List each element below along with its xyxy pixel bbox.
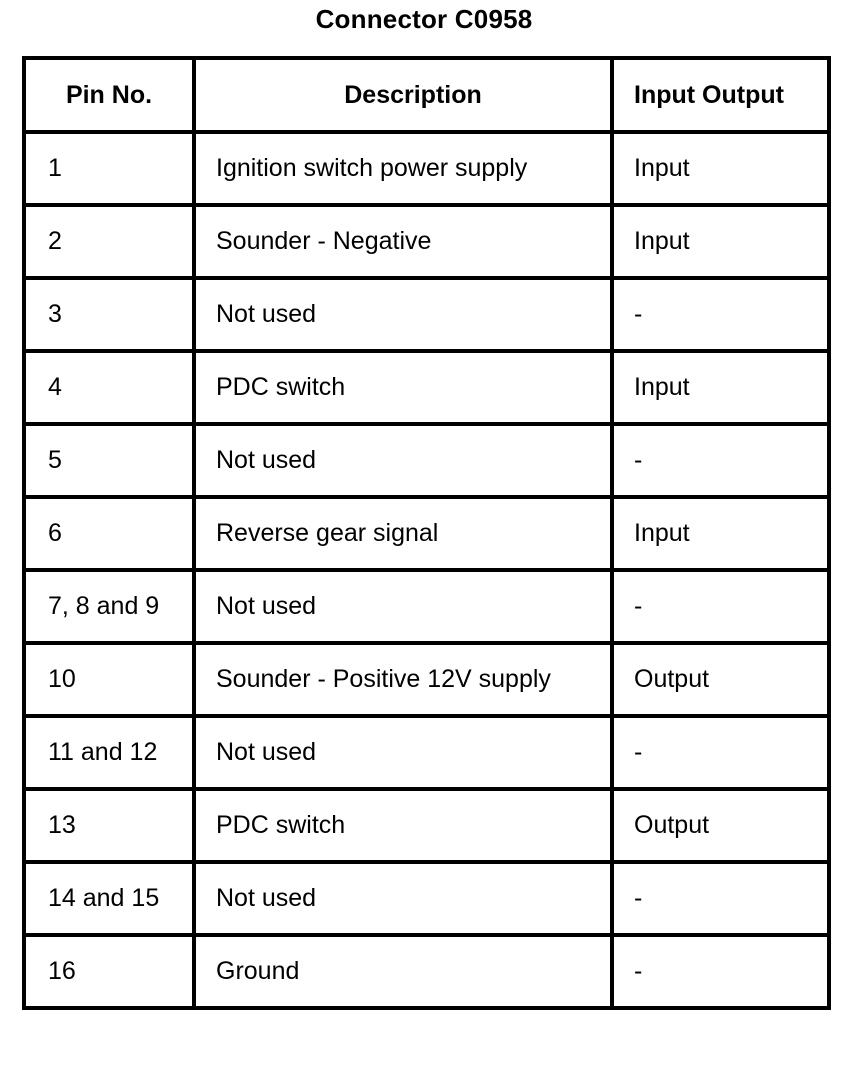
table-body [24,132,829,1008]
table-row [24,716,829,789]
table-row [24,789,829,862]
table-row [24,497,829,570]
table-row [24,643,829,716]
header-input-output: Input Output [612,58,829,132]
header-pin-no: Pin No. [24,58,194,132]
pin-number-cell: 1 [24,132,194,205]
table-row [24,862,829,935]
table-row [24,935,829,1008]
page-title: Connector C0958 [315,4,533,34]
pin-number-cell: 2 [24,205,194,278]
description-cell: Not used [194,424,612,497]
pin-number-cell: 11 and 12 [24,716,194,789]
input-output-cell: - [612,424,829,497]
input-output-cell: - [612,278,829,351]
table-row [24,278,829,351]
input-output-cell: Input [612,205,829,278]
header-description: Description [194,58,612,132]
connector-pin-table [22,56,831,1010]
description-cell: Not used [194,862,612,935]
description-cell: Not used [194,278,612,351]
description-cell: Not used [194,716,612,789]
pin-number-cell: 5 [24,424,194,497]
table-row [24,424,829,497]
pin-number-cell: 14 and 15 [24,862,194,935]
description-cell: PDC switch [194,351,612,424]
description-cell: PDC switch [194,789,612,862]
pin-number-cell: 4 [24,351,194,424]
table-header-row [24,58,829,132]
input-output-cell: Output [612,789,829,862]
description-cell: Ignition switch power supply [194,132,612,205]
description-cell: Ground [194,935,612,1008]
input-output-cell: Input [612,132,829,205]
description-cell: Not used [194,570,612,643]
input-output-cell: Output [612,643,829,716]
pin-number-cell: 16 [24,935,194,1008]
input-output-cell: Input [612,351,829,424]
input-output-cell: - [612,862,829,935]
input-output-cell: Input [612,497,829,570]
input-output-cell: - [612,570,829,643]
input-output-cell: - [612,716,829,789]
table-row [24,351,829,424]
pin-number-cell: 10 [24,643,194,716]
table-row [24,570,829,643]
pin-number-cell: 3 [24,278,194,351]
description-cell: Sounder - Negative [194,205,612,278]
description-cell: Reverse gear signal [194,497,612,570]
pin-number-cell: 7, 8 and 9 [24,570,194,643]
pin-number-cell: 13 [24,789,194,862]
table-row [24,205,829,278]
table-row [24,132,829,205]
input-output-cell: - [612,935,829,1008]
pin-number-cell: 6 [24,497,194,570]
description-cell: Sounder - Positive 12V supply [194,643,612,716]
